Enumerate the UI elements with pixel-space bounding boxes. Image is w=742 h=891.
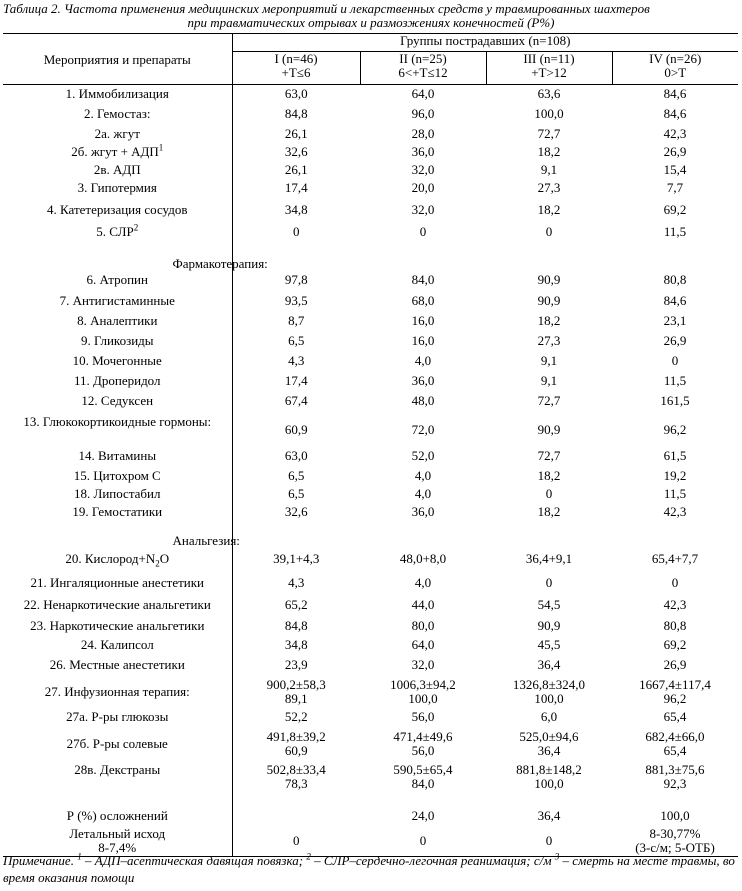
group-4-cell: 0	[671, 352, 679, 368]
group-4-cell: 161,5	[660, 392, 690, 408]
group-1-cell: 502,8±33,4 78,3	[266, 761, 326, 791]
section-title	[172, 245, 738, 271]
table-row	[3, 105, 738, 125]
group-2-cell: 0	[360, 827, 486, 857]
table-row	[3, 223, 738, 245]
section-label: Фармакотерапия:	[172, 255, 268, 271]
group-2-cell: 84,0	[411, 271, 435, 287]
group-1-cell: 4,3	[288, 574, 305, 590]
header-group-4: IV (n=26) 0>Т	[612, 52, 738, 85]
row-label: 11. Дроперидол	[3, 372, 232, 392]
group-4-cell: 23,1	[663, 312, 687, 328]
table-row	[3, 161, 738, 179]
row-label: 9. Гликозиды	[3, 332, 232, 352]
group-1-cell: 32,6	[284, 503, 308, 519]
group-1-cell: 63,0	[284, 447, 308, 463]
row-label: 5. СЛР$^2$	[3, 223, 232, 245]
group-4-cell: 100,0	[660, 807, 690, 823]
group-4-cell: 7,7	[666, 179, 684, 195]
group-4-cell: 80,8	[663, 271, 687, 287]
row-label: 6. Атропин	[3, 271, 232, 292]
group-4-cell: 84,6	[663, 86, 687, 101]
table-row	[3, 728, 738, 761]
group-1-cell: 6,5	[288, 467, 305, 483]
group-2-cell: 36,0	[411, 372, 435, 388]
section-row	[3, 245, 738, 271]
group-2-cell: 28,0	[411, 125, 435, 141]
group-3-cell: 90,9	[537, 617, 561, 633]
group-1-cell: 6,5	[288, 485, 305, 501]
table-row	[3, 292, 738, 312]
group-2-cell: 590,5±65,4 84,0	[393, 761, 453, 791]
group-1-cell: 23,9	[284, 656, 308, 672]
table-caption	[3, 2, 739, 30]
table-row	[3, 392, 738, 413]
group-4-cell: 42,3	[663, 125, 687, 141]
group-3-cell: 1326,8±324,0 100,0	[512, 676, 586, 706]
group-2-cell: 44,0	[411, 596, 435, 612]
group-4-cell: 682,4±66,0 65,4	[645, 728, 705, 758]
section-title	[172, 523, 738, 548]
group-3-cell: 0	[486, 827, 612, 857]
group-1-cell: 900,2±58,3 89,1	[266, 676, 326, 706]
header-group-1: I (n=46) +Т≤6	[232, 52, 360, 85]
group-3-cell: 90,9	[537, 292, 561, 308]
group-2-cell: 96,0	[411, 105, 435, 121]
group-2-cell: 32,0	[411, 161, 435, 177]
table-row	[3, 312, 738, 332]
row-label: 27. Инфузионная терапия:	[3, 676, 232, 708]
group-4-cell: 26,9	[663, 143, 687, 159]
table-row	[3, 485, 738, 503]
group-2-cell: 24,0	[411, 807, 435, 823]
group-2-cell: 64,0	[411, 86, 435, 101]
group-3-cell: 525,0±94,6 36,4	[519, 728, 579, 758]
group-3-cell: 18,2	[537, 201, 561, 217]
table-row	[3, 143, 738, 161]
table-row	[3, 761, 738, 797]
group-2-cell: 0	[419, 223, 427, 239]
group-2-cell: 4,0	[414, 352, 432, 368]
table-row	[3, 352, 738, 372]
row-label: Летальный исход 8-7,4%	[3, 827, 232, 857]
group-4-cell: 11,5	[663, 223, 687, 239]
group-3-cell: 0	[545, 485, 553, 501]
group-1-cell: 32,6	[284, 143, 308, 159]
group-1-cell: 84,8	[284, 105, 308, 121]
group-2-cell: 36,0	[411, 143, 435, 159]
group-4-cell: 11,5	[663, 372, 687, 388]
group-1-cell: 34,8	[284, 201, 308, 217]
row-label: 8. Аналептики	[3, 312, 232, 332]
group-3-cell: 72,7	[537, 447, 561, 463]
group-1-cell: 97,8	[284, 271, 308, 287]
group-3-cell: 54,5	[537, 596, 561, 612]
group-3-cell: 36,4	[537, 807, 561, 823]
table-row	[3, 372, 738, 392]
group-1-cell: 17,4	[284, 179, 308, 195]
group-4-cell: 69,2	[663, 636, 687, 652]
group-3-cell: 9,1	[540, 372, 558, 388]
group-4-cell: 26,9	[663, 332, 687, 348]
group-4-cell: 19,2	[663, 467, 687, 483]
group-1-cell: 60,9	[284, 421, 308, 437]
group-3-cell: 90,9	[537, 271, 561, 287]
group-4-cell: 42,3	[663, 596, 687, 612]
caption-line-2: при травматических отрывах и размозжениях конечностей (Р%)	[187, 15, 555, 30]
group-3-cell: 90,9	[537, 421, 561, 437]
group-3-cell: 63,6	[537, 86, 561, 101]
group-2-cell: 36,0	[411, 503, 435, 519]
table-row	[3, 467, 738, 485]
group-2-cell: 4,0	[414, 467, 432, 483]
group-1-cell: 17,4	[284, 372, 308, 388]
group-3-cell: 36,4+9,1	[525, 550, 573, 566]
group-3-cell: 0	[545, 223, 553, 239]
group-1-cell: 26,1	[284, 125, 308, 141]
group-4-cell: 84,6	[663, 105, 687, 121]
header-group-2: II (n=25) 6<+Т≤12	[360, 52, 486, 85]
group-1-cell: 0	[293, 223, 300, 239]
group-1-cell: 84,8	[284, 617, 308, 633]
group-3-cell: 18,2	[537, 467, 561, 483]
group-3-cell: 18,2	[537, 503, 561, 519]
table-row	[3, 596, 738, 617]
row-label: 14. Витамины	[3, 447, 232, 467]
row-label: 2б. жгут + $АДП^1$	[3, 143, 232, 161]
group-2-cell: 4,0	[414, 574, 432, 590]
group-3-cell: 0	[545, 574, 553, 590]
group-4-cell: 26,9	[663, 656, 687, 672]
group-2-cell: 56,0	[411, 708, 435, 724]
row-label: 22. Ненаркотические анальгетики	[3, 596, 232, 617]
group-1-cell: 8,7	[288, 312, 305, 328]
group-2-cell: 68,0	[411, 292, 435, 308]
table-row	[3, 548, 738, 574]
table-row	[3, 503, 738, 523]
group-2-cell: 32,0	[411, 201, 435, 217]
row-label: 24. Калипсол	[3, 636, 232, 656]
table-row	[3, 413, 738, 447]
table-row	[3, 809, 738, 827]
group-1-cell: 6,5	[288, 332, 305, 348]
table-row	[3, 271, 738, 292]
table-row	[3, 617, 738, 636]
group-1-cell: 63,0	[284, 86, 308, 101]
group-4-cell: 0	[671, 574, 679, 590]
row-label: 2а. жгут	[3, 125, 232, 143]
group-4-cell: 881,3±75,6 92,3	[645, 761, 705, 791]
row-label: 4. Катетеризация сосудов	[3, 201, 232, 223]
group-2-cell: 20,0	[411, 179, 435, 195]
row-label: 18. Липостабил	[3, 485, 232, 503]
row-label: 2. Гемостаз:	[3, 105, 232, 125]
table-row	[3, 125, 738, 143]
table-row	[3, 636, 738, 656]
header-groups: Группы пострадавших (n=108)	[232, 34, 738, 52]
group-4-cell: 61,5	[663, 447, 687, 463]
group-1-cell: 34,8	[284, 636, 308, 652]
group-3-cell: 6,0	[540, 708, 558, 724]
group-3-cell: 72,7	[537, 392, 561, 408]
data-table	[3, 33, 738, 857]
group-1-cell: 491,8±39,2 60,9	[266, 728, 326, 758]
row-label: 12. Седуксен	[3, 392, 232, 413]
group-2-cell: 52,0	[411, 447, 435, 463]
group-2-cell: 16,0	[411, 312, 435, 328]
group-3-cell: 27,3	[537, 332, 561, 348]
group-3-cell: 72,7	[537, 125, 561, 141]
group-1-cell	[232, 809, 360, 827]
row-label: 1. Иммобилизация	[3, 85, 232, 105]
group-4-cell: 65,4+7,7	[651, 550, 699, 566]
group-3-cell: 9,1	[540, 161, 558, 177]
group-1-cell: 26,1	[284, 161, 308, 177]
row-label: 28в. Декстраны	[3, 761, 232, 797]
group-4-cell: 15,4	[663, 161, 687, 177]
group-1-cell: 52,2	[284, 708, 308, 724]
header-group-3: III (n=11) +Т>12	[486, 52, 612, 85]
group-3-cell: 18,2	[537, 312, 561, 328]
group-4-cell: 42,3	[663, 503, 687, 519]
table-row	[3, 332, 738, 352]
group-2-cell: 48,0	[411, 392, 435, 408]
table-row	[3, 179, 738, 201]
table-row	[3, 85, 738, 105]
table-row	[3, 574, 738, 596]
row-label: 20. $Кислород+N_2O$	[3, 548, 232, 574]
group-3-cell: 9,1	[540, 352, 558, 368]
row-label: 2в. АДП	[3, 161, 232, 179]
group-1-cell: 67,4	[284, 392, 308, 408]
group-2-cell: 4,0	[414, 485, 432, 501]
group-1-cell: 65,2	[284, 596, 308, 612]
group-2-cell: 1006,3±94,2 100,0	[390, 676, 456, 706]
group-1-cell: 93,5	[284, 292, 308, 308]
row-label: 13. Глюкокортикоидные гормоны:	[3, 413, 232, 447]
row-label: 27а. Р-ры глюкозы	[3, 708, 232, 728]
group-4-cell: 1667,4±117,4 96,2	[639, 676, 711, 706]
section-row	[3, 523, 738, 548]
table-row	[3, 656, 738, 676]
table-row	[3, 447, 738, 467]
row-label: Р (%) осложнений	[3, 809, 232, 827]
group-4-cell: 84,6	[663, 292, 687, 308]
group-4-cell: 65,4	[663, 708, 687, 724]
group-3-cell: 100,0	[534, 105, 564, 121]
group-2-cell: 48,0+8,0	[399, 550, 447, 566]
group-4-cell: 8-30,77% (3-с/м; 5-ОТБ)	[612, 827, 738, 857]
header-measures: Мероприятия и препараты	[3, 34, 232, 85]
row-label: 19. Гемостатики	[3, 503, 232, 523]
group-2-cell: 16,0	[411, 332, 435, 348]
group-4-cell: 11,5	[663, 485, 687, 501]
group-3-cell: 18,2	[537, 143, 561, 159]
group-4-cell: 69,2	[663, 201, 687, 217]
section-label: Анальгезия:	[172, 532, 240, 548]
row-label: 23. Наркотические анальгетики	[3, 617, 232, 636]
table-note: Примечание. $^1$ – АДП–асептическая давящая повязка; $^2$ – СЛР–сердечно-легочная реанимация; с/м $^3$ – смерть на месте травмы, во время оказания помощи	[3, 851, 735, 885]
table-row	[3, 676, 738, 708]
row-label: 26. Местные анестетики	[3, 656, 232, 676]
caption-line-1: Таблица 2. Частота применения медицинских мероприятий и лекарственных средств у травмированных шахтеров	[3, 1, 650, 16]
table-row	[3, 708, 738, 728]
row-label: 15. Цитохром С	[3, 467, 232, 485]
group-3-cell: 45,5	[537, 636, 561, 652]
table-row	[3, 201, 738, 223]
group-4-cell: 80,8	[663, 617, 687, 633]
group-2-cell: 471,4±49,6 56,0	[393, 728, 453, 758]
group-2-cell: 72,0	[411, 421, 435, 437]
group-1-cell: 4,3	[288, 352, 305, 368]
group-2-cell: 64,0	[411, 636, 435, 652]
group-3-cell: 27,3	[537, 179, 561, 195]
group-1-cell: 39,1+4,3	[273, 550, 320, 566]
row-label: 10. Мочегонные	[3, 352, 232, 372]
group-4-cell: 96,2	[663, 421, 687, 437]
row-label: 21. Ингаляционные анестетики	[3, 574, 232, 596]
row-label: 27б. Р-ры солевые	[3, 728, 232, 761]
group-2-cell: 80,0	[411, 617, 435, 633]
group-3-cell: 36,4	[537, 656, 561, 672]
group-1-cell: 0	[232, 827, 360, 857]
row-label: 7. Антигистаминные	[3, 292, 232, 312]
group-2-cell: 32,0	[411, 656, 435, 672]
row-label: 3. Гипотермия	[3, 179, 232, 201]
group-3-cell: 881,8±148,2 100,0	[516, 761, 582, 791]
